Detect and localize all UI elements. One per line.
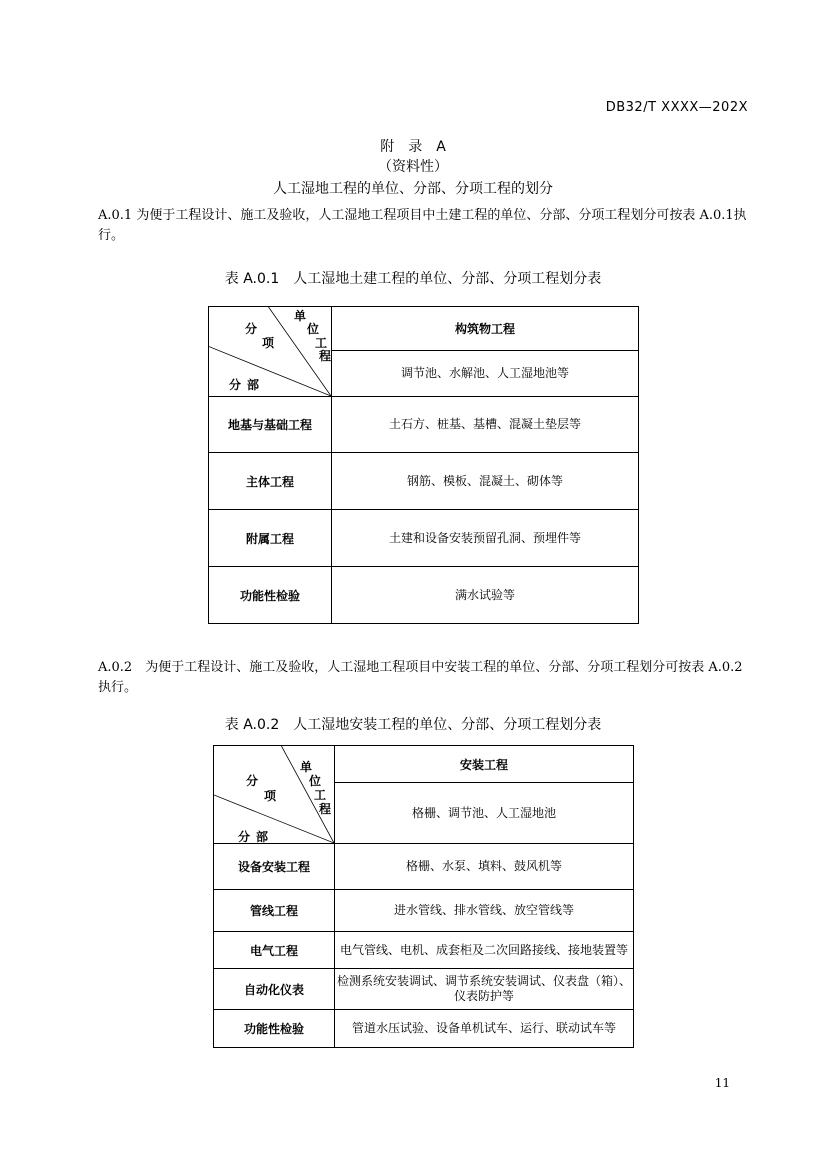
corner-unit-char: 程	[319, 802, 332, 816]
column-header: 构筑物工程	[332, 307, 639, 351]
table-row-items: 满水试验等	[332, 567, 639, 624]
table-row-part: 管线工程	[214, 890, 335, 932]
table-row-part: 设备安装工程	[214, 844, 335, 890]
table-a02	[213, 745, 634, 1048]
column-subheader: 格栅、调节池、人工湿地池	[335, 783, 634, 844]
corner-header-cell	[214, 746, 335, 844]
corner-unit-char: 位	[307, 322, 320, 336]
table-row-items: 管道水压试验、设备单机试车、运行、联动试车等	[335, 1010, 634, 1048]
corner-unit-char: 位	[309, 774, 322, 788]
appendix-name: 人工湿地工程的单位、分部、分项工程的划分	[273, 181, 553, 197]
table-row-items: 格栅、水泵、填料、鼓风机等	[335, 844, 634, 890]
corner-item-char: 项	[262, 336, 275, 350]
table-row-items: 土石方、桩基、基槽、混凝土垫层等	[332, 397, 639, 453]
appendix-nature: （资料性）	[378, 159, 448, 175]
table-row-part: 功能性检验	[214, 1010, 335, 1048]
table-a01-caption: 表 A.0.1 人工湿地土建工程的单位、分部、分项工程划分表	[224, 271, 602, 287]
column-header: 安装工程	[335, 746, 634, 783]
corner-part-char: 分	[229, 378, 242, 392]
table-row-part: 电气工程	[214, 932, 335, 969]
appendix-title: 附 录 A	[380, 139, 446, 155]
corner-part-char: 部	[247, 378, 260, 392]
corner-header-cell	[209, 307, 332, 397]
table-row-part: 主体工程	[209, 453, 332, 510]
paragraph-a01: A.0.1 为便于工程设计、施工及验收，人工湿地工程项目中土建工程的单位、分部、分项工程划分可按表 A.0.1执行。	[98, 208, 747, 243]
document-code: DB32/T XXXX—202X	[605, 100, 748, 115]
table-row-items: 电气管线、电机、成套柜及二次回路接线、接地装置等	[335, 932, 634, 969]
table-a02-caption: 表 A.0.2 人工湿地安装工程的单位、分部、分项工程划分表	[224, 717, 602, 733]
table-row-part: 自动化仪表	[214, 969, 335, 1010]
corner-unit-char: 单	[294, 309, 307, 323]
table-row-items: 钢筋、模板、混凝土、砌体等	[332, 453, 639, 510]
paragraph-a02: A.0.2 为便于工程设计、施工及验收，人工湿地工程项目中安装工程的单位、分部、分项工程划分可按表 A.0.2执行。	[98, 660, 743, 695]
corner-unit-char: 工	[314, 788, 327, 802]
table-row-part: 附属工程	[209, 510, 332, 567]
table-row-items: 进水管线、排水管线、放空管线等	[335, 890, 634, 932]
table-row-part: 地基与基础工程	[209, 397, 332, 453]
corner-part-char: 分	[238, 830, 251, 844]
page-number: 11	[714, 1076, 730, 1090]
corner-item-char: 项	[264, 789, 277, 803]
column-subheader: 调节池、水解池、人工湿地池等	[332, 351, 639, 397]
corner-part-char: 部	[256, 830, 269, 844]
corner-unit-char: 程	[319, 349, 332, 363]
corner-item-char: 分	[245, 322, 258, 336]
corner-item-char: 分	[246, 774, 259, 788]
corner-unit-char: 工	[315, 336, 328, 350]
table-a01	[208, 306, 639, 624]
table-row-part: 功能性检验	[209, 567, 332, 624]
corner-unit-char: 单	[300, 760, 313, 774]
table-row-items: 检测系统安装调试、调节系统安装调试、仪表盘（箱）、仪表防护等	[335, 969, 634, 1010]
table-row-items: 土建和设备安装预留孔洞、预埋件等	[332, 510, 639, 567]
